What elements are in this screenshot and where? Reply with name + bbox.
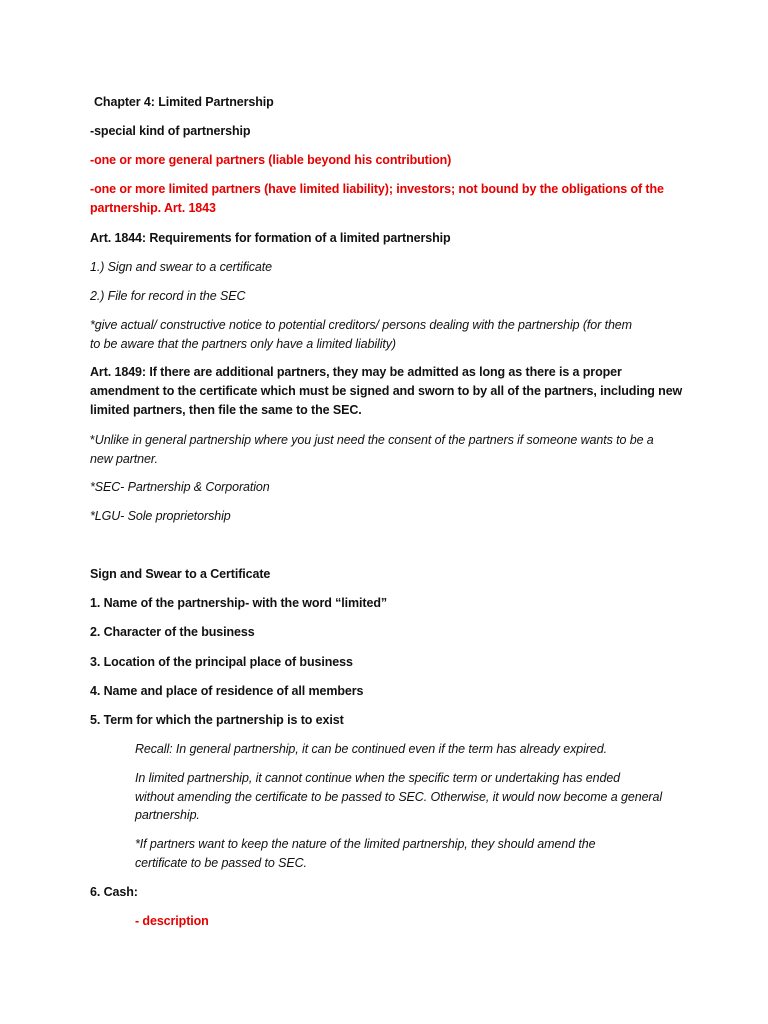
limited-note-line-2: without amending the certificate to be passed to SEC. Otherwise, it would now become a general	[135, 790, 663, 804]
lgu-note: *LGU- Sole proprietorship	[90, 509, 231, 523]
keep-nature-note-line-2: certificate to be passed to SEC.	[135, 856, 307, 870]
certificate-heading: Sign and Swear to a Certificate	[90, 567, 271, 581]
art-1844-text: Requirements for formation of a limited partnership	[145, 231, 451, 245]
certificate-item-3: 3. Location of the principal place of business	[90, 655, 353, 669]
notice-note-line-2: to be aware that the partners only have a limited liability)	[90, 337, 396, 351]
intro-line-general-partners: -one or more general partners (liable beyond his contribution)	[90, 153, 452, 167]
intro-line-limited-partners: -one or more limited partners (have limited liability); investors; not bound by the obligations of the	[90, 182, 664, 196]
certificate-item-5: 5. Term for which the partnership is to exist	[90, 713, 344, 727]
art-1844-heading	[90, 229, 451, 248]
limited-note-line-1: In limited partnership, it cannot continue when the specific term or undertaking has ended	[135, 771, 621, 785]
unlike-note-text: Unlike in general partnership where you just need the consent of the partners if someone wants to be a	[94, 433, 654, 447]
certificate-item-4: 4. Name and place of residence of all members	[90, 684, 364, 698]
certificate-item-2: 2. Character of the business	[90, 625, 255, 639]
intro-line-special: -special kind of partnership	[90, 124, 251, 138]
notice-note-line-1: *give actual/ constructive notice to potential creditors/ persons dealing with the partnership (for them	[90, 318, 632, 332]
art-1849-line-3: limited partners, then file the same to the SEC.	[90, 403, 362, 417]
requirement-item-2: 2.) File for record in the SEC	[90, 289, 246, 303]
limited-note-line-3: partnership.	[135, 808, 200, 822]
art-1849-text: If there are additional partners, they may be admitted as long as there is a proper	[145, 365, 622, 379]
unlike-note-star: *	[90, 433, 95, 447]
certificate-item-6: 6. Cash:	[90, 885, 138, 899]
art-1849-line-1	[90, 363, 622, 382]
recall-note: Recall: In general partnership, it can be continued even if the term has already expired.	[135, 742, 607, 756]
keep-nature-note-line-1: *If partners want to keep the nature of the limited partnership, they should amend the	[135, 837, 596, 851]
art-1849-label: Art. 1849:	[90, 365, 146, 379]
requirement-item-1: 1.) Sign and swear to a certificate	[90, 260, 273, 274]
art-1844-label: Art. 1844:	[90, 231, 146, 245]
sec-note: *SEC- Partnership & Corporation	[90, 480, 270, 494]
intro-line-limited-partners-cont: partnership. Art. 1843	[90, 201, 216, 215]
unlike-note-line-2: new partner.	[90, 452, 158, 466]
art-1849-line-2: amendment to the certificate which must be signed and sworn to by all of the partners, including new	[90, 384, 683, 398]
unlike-note-line-1	[90, 431, 654, 450]
page-title: Chapter 4: Limited Partnership	[94, 95, 274, 109]
cash-description: - description	[135, 914, 209, 928]
certificate-item-1: 1. Name of the partnership- with the word “limited”	[90, 596, 388, 610]
